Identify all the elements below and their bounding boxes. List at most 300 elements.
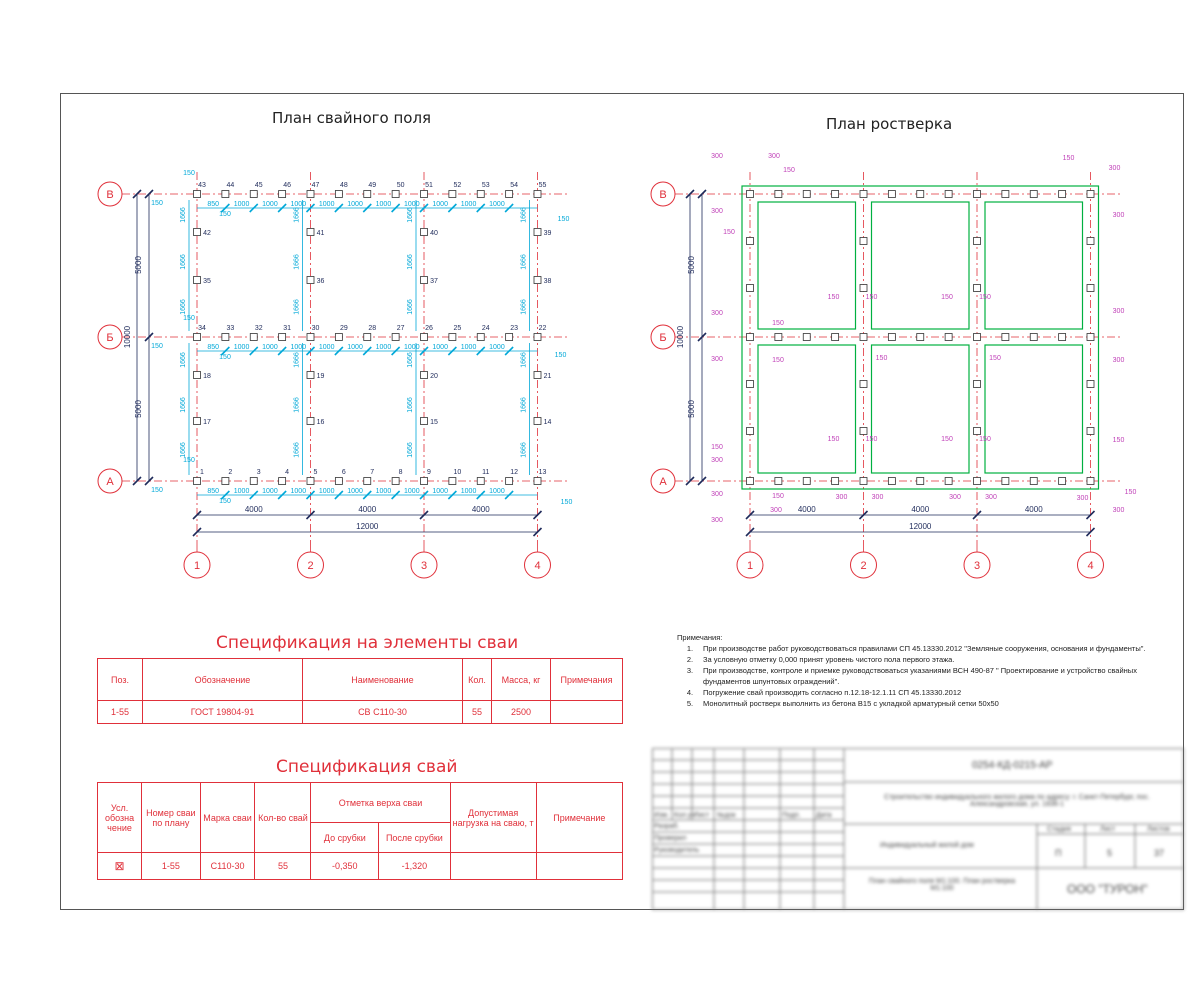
pile-icon — [860, 285, 867, 292]
dimension-label: 1666 — [180, 254, 187, 270]
dimension-label: 1000 — [347, 201, 363, 208]
dimension-label: 1000 — [375, 488, 392, 495]
grillage-offset-label: 300 — [711, 310, 723, 317]
dimension-label: 1000 — [404, 201, 420, 208]
axis-label: 1 — [746, 560, 754, 572]
pile-icon — [917, 478, 924, 485]
offset-label: 150 — [151, 487, 163, 494]
pile-number: 17 — [203, 419, 211, 426]
dimension-label: 1000 — [233, 201, 250, 208]
dimension-label: 850 — [207, 488, 220, 495]
pile-number: 4 — [285, 469, 290, 476]
pile-icon — [250, 334, 257, 341]
spec2-cell: 1-55 — [142, 853, 201, 880]
spec2-cell: 55 — [255, 853, 311, 880]
axis-label: Б — [659, 332, 667, 344]
pile-icon — [421, 229, 428, 236]
pile-icon — [279, 478, 286, 485]
dimension-label: 1000 — [460, 201, 477, 208]
pile-icon — [974, 285, 981, 292]
pile-icon — [945, 334, 952, 341]
note-item: 1. При производстве работ руководствоваться правилами СП 45.13330.2012 "Земляные сооружения, основания и фундаменты". — [686, 644, 1146, 653]
pile-number: 52 — [453, 182, 462, 189]
pile-number: 11 — [482, 469, 490, 476]
spec1-cell — [551, 701, 623, 724]
spec2-header: Марка сваи — [200, 783, 255, 853]
pile-icon — [421, 372, 428, 379]
pile-icon — [832, 334, 839, 341]
pile-icon — [222, 478, 229, 485]
spec2-cell: -0,350 — [311, 853, 379, 880]
grillage-offset-label: 300 — [768, 153, 780, 160]
pile-icon — [1059, 334, 1066, 341]
pile-icon — [1087, 381, 1094, 388]
pile-icon — [449, 334, 456, 341]
spec1-header: Наименование — [303, 659, 463, 701]
pile-number: 22 — [538, 325, 547, 332]
spec2-title: Спецификация свай — [276, 757, 458, 777]
pile-icon — [747, 428, 754, 435]
pile-icon — [477, 191, 484, 198]
dimension-label: 1666 — [293, 397, 301, 413]
spec2-header: Допустимая нагрузка на сваю, т — [450, 783, 536, 853]
pile-icon — [534, 418, 541, 425]
dimension-label: 1666 — [180, 352, 187, 368]
pile-number: 40 — [430, 230, 438, 237]
pile-icon — [421, 277, 428, 284]
dimension-label: 4000 — [1024, 505, 1043, 514]
pile-icon — [945, 191, 952, 198]
dimension-label: 1666 — [180, 397, 187, 413]
pile-icon — [194, 334, 201, 341]
axis-label: 4 — [1087, 560, 1094, 572]
pile-number: 31 — [283, 325, 292, 332]
dimension-label: 4000 — [358, 505, 377, 514]
pile-icon — [279, 191, 286, 198]
pile-icon — [506, 191, 513, 198]
pile-number: 21 — [543, 373, 552, 380]
offset-label: 150 — [219, 354, 231, 361]
pile-number: 8 — [398, 469, 403, 476]
stamp-sheet-name: План свайного поля М1:100. План ростверка М1:100 — [868, 878, 1016, 892]
pile-icon — [775, 478, 782, 485]
pile-icon — [1002, 478, 1009, 485]
offset-label: 150 — [554, 352, 567, 359]
dimension-label: 4000 — [797, 505, 816, 514]
grillage-offset-label: 150 — [941, 436, 953, 443]
note-item: 5. Монолитный ростверк выполнить из бетона В15 с укладкой арматурный сетки 50х50 — [686, 699, 999, 708]
dimension-label: 10000 — [123, 325, 132, 349]
pile-number: 18 — [203, 373, 211, 380]
grillage-offset-label: 300 — [1112, 507, 1125, 514]
pile-symbol-icon: ⊠ — [98, 853, 142, 880]
pile-icon — [860, 428, 867, 435]
pile-number: 20 — [430, 373, 438, 380]
pile-icon — [477, 478, 484, 485]
pile-icon — [449, 191, 456, 198]
pile-icon — [1087, 428, 1094, 435]
pile-icon — [194, 372, 201, 379]
pile-number: 26 — [425, 325, 433, 332]
pile-icon — [974, 238, 981, 245]
offset-label: 150 — [183, 170, 195, 177]
pile-number: 5 — [313, 469, 318, 476]
pile-icon — [307, 372, 314, 379]
grillage-plan-title: План ростверка — [826, 115, 953, 133]
pile-icon — [747, 191, 754, 198]
dimension-label: 1666 — [407, 352, 414, 368]
pile-icon — [832, 191, 839, 198]
notes-title: Примечания: — [677, 633, 723, 642]
grillage-offset-label: 150 — [827, 294, 840, 301]
pile-icon — [888, 334, 895, 341]
pile-number: 35 — [203, 278, 211, 285]
spec1-cell: 55 — [463, 701, 492, 724]
pile-number: 7 — [370, 469, 375, 476]
pile-icon — [747, 334, 754, 341]
axis-label: 2 — [860, 560, 867, 572]
pile-number: 38 — [543, 278, 552, 285]
axis-label: В — [659, 189, 667, 201]
grillage-plan — [600, 150, 1200, 620]
stamp-project: Строительство индивидуального жилого дома по адресу: г. Санкт-Петербург, пос. Александровская, ул. 1836-1 — [884, 794, 1150, 808]
dimension-label: 1666 — [520, 442, 528, 458]
grillage-offset-label: 300 — [711, 208, 723, 215]
spec2-cell: С110-30 — [200, 853, 255, 880]
pile-icon — [307, 418, 314, 425]
dimension-label: 1000 — [489, 344, 505, 351]
note-item: 2. За условную отметку 0,000 принят уровень чистого пола первого этажа. — [686, 655, 955, 664]
dimension-label: 1666 — [520, 397, 528, 413]
dimension-label: 1000 — [375, 201, 392, 208]
pile-icon — [1087, 191, 1094, 198]
grillage-offset-label: 150 — [772, 493, 784, 500]
pile-number: 28 — [368, 325, 377, 332]
grillage-offset-label: 150 — [1062, 155, 1075, 162]
pile-number: 55 — [538, 182, 547, 189]
dimension-label: 1000 — [347, 344, 363, 351]
pile-icon — [250, 478, 257, 485]
pile-icon — [534, 191, 541, 198]
pile-icon — [1030, 191, 1037, 198]
grillage-offset-label: 150 — [711, 444, 723, 451]
spec1-header: Масса, кг — [492, 659, 551, 701]
dimension-label: 1000 — [290, 201, 307, 208]
stamp-company: ООО "ТУРОН" — [1067, 882, 1148, 896]
grillage-offset-label: 300 — [1112, 308, 1125, 315]
pile-icon — [335, 334, 342, 341]
dimension-label: 1666 — [407, 207, 414, 223]
dimension-label: 1666 — [407, 299, 414, 315]
pile-icon — [747, 285, 754, 292]
pile-icon — [307, 277, 314, 284]
axis-label: 3 — [973, 560, 981, 572]
grillage-offset-label: 150 — [723, 229, 735, 236]
pile-number: 15 — [430, 419, 438, 426]
pile-icon — [194, 418, 201, 425]
offset-label: 150 — [183, 457, 195, 464]
pile-icon — [335, 191, 342, 198]
pile-icon — [860, 334, 867, 341]
spec1-cell: 2500 — [492, 701, 551, 724]
dimension-label: 1000 — [489, 201, 505, 208]
dimension-label: 4000 — [471, 505, 490, 514]
pile-icon — [421, 478, 428, 485]
dimension-label: 1000 — [432, 344, 448, 351]
notes-block — [677, 632, 1167, 709]
grillage-panel — [985, 202, 1083, 329]
spec1-table — [97, 658, 623, 724]
dimension-label: 5000 — [687, 256, 696, 274]
pile-number: 23 — [510, 325, 519, 332]
spec2-header: Номер сваи по плану — [142, 783, 201, 853]
offset-label: 150 — [183, 315, 195, 322]
pile-icon — [888, 478, 895, 485]
pile-icon — [775, 334, 782, 341]
pile-number: 25 — [453, 325, 462, 332]
pile-icon — [1002, 191, 1009, 198]
pile-icon — [860, 381, 867, 388]
pile-number: 36 — [316, 278, 325, 285]
pile-number: 33 — [226, 325, 235, 332]
grillage-offset-label: 150 — [865, 436, 878, 443]
dimension-label: 1666 — [180, 207, 187, 223]
pile-icon — [534, 277, 541, 284]
pile-icon — [803, 191, 810, 198]
pile-icon — [364, 334, 371, 341]
dimension-label: 1666 — [293, 207, 301, 223]
grillage-offset-label: 150 — [827, 436, 840, 443]
pile-icon — [803, 478, 810, 485]
dimension-label: 1000 — [318, 201, 335, 208]
pile-number: 3 — [256, 469, 261, 476]
pile-number: 43 — [198, 182, 206, 189]
pile-number: 53 — [481, 182, 490, 189]
dimension-label: 1000 — [318, 488, 335, 495]
spec1-cell: 1-55 — [98, 701, 143, 724]
dimension-label: 1666 — [293, 442, 301, 458]
pile-icon — [279, 334, 286, 341]
dimension-label: 1000 — [347, 488, 363, 495]
pile-icon — [194, 191, 201, 198]
grillage-offset-label: 150 — [772, 320, 784, 327]
dimension-label: 1000 — [290, 344, 307, 351]
pile-number: 9 — [427, 469, 431, 476]
pile-icon — [392, 334, 399, 341]
grillage-offset-label: 150 — [772, 357, 784, 364]
dimension-label: 1666 — [520, 254, 528, 270]
pile-number: 12 — [510, 469, 519, 476]
pile-icon — [860, 191, 867, 198]
pile-number: 32 — [254, 325, 263, 332]
dimension-label: 1000 — [375, 344, 392, 351]
grillage-panel — [758, 345, 856, 473]
grillage-offset-label: 300 — [711, 491, 723, 498]
pile-icon — [392, 191, 399, 198]
spec2-header: Усл. обозна чение — [98, 783, 142, 853]
grillage-panel — [872, 345, 970, 473]
pile-icon — [506, 478, 513, 485]
dimension-label: 1000 — [262, 488, 278, 495]
pile-icon — [222, 334, 229, 341]
axis-label: А — [659, 476, 667, 488]
pile-number: 34 — [198, 325, 206, 332]
dimension-label: 10000 — [676, 325, 685, 349]
dimension-label: 1666 — [180, 442, 187, 458]
dimension-label: 5000 — [687, 400, 696, 418]
pile-number: 54 — [510, 182, 519, 189]
pile-icon — [1087, 238, 1094, 245]
grillage-offset-label: 300 — [1112, 357, 1125, 364]
grillage-offset-label: 300 — [711, 153, 723, 160]
dimension-label: 1666 — [520, 207, 528, 223]
pile-number: 27 — [396, 325, 405, 332]
pile-icon — [1087, 334, 1094, 341]
spec2-header: Отметка верха сваи — [311, 783, 450, 823]
grillage-panel — [758, 202, 856, 329]
axis-label: 2 — [307, 560, 314, 572]
spec2-subheader: До срубки — [311, 823, 379, 853]
grillage-offset-label: 300 — [871, 494, 884, 501]
dimension-label: 1666 — [293, 254, 301, 270]
spec1-header: Обозначение — [143, 659, 303, 701]
pile-icon — [307, 478, 314, 485]
dimension-label: 1000 — [404, 488, 420, 495]
offset-label: 150 — [151, 200, 163, 207]
pile-icon — [194, 277, 201, 284]
grillage-offset-label: 150 — [1112, 437, 1125, 444]
pile-field-plan — [0, 150, 600, 620]
pile-number: 14 — [543, 419, 552, 426]
axis-label: Б — [106, 332, 114, 344]
grillage-offset-label: 300 — [1112, 212, 1125, 219]
pile-icon — [1002, 334, 1009, 341]
pile-icon — [1030, 334, 1037, 341]
pile-icon — [534, 478, 541, 485]
pile-number: 39 — [543, 230, 552, 237]
dimension-label: 1000 — [262, 201, 278, 208]
spec2-table — [97, 782, 623, 880]
dimension-label: 12000 — [356, 522, 379, 531]
pile-icon — [974, 381, 981, 388]
dimension-label: 1000 — [318, 344, 335, 351]
pile-number: 45 — [254, 182, 263, 189]
pile-number: 44 — [226, 182, 235, 189]
axis-label: В — [106, 189, 114, 201]
stamp-building: Индивидуальный жилой дом — [880, 842, 974, 849]
dimension-label: 1000 — [290, 488, 307, 495]
spec1-header: Примечания — [551, 659, 623, 701]
pile-number: 2 — [228, 469, 233, 476]
spec2-cell — [450, 853, 536, 880]
pile-number: 41 — [316, 230, 325, 237]
pile-icon — [421, 418, 428, 425]
dimension-label: 1666 — [293, 299, 301, 315]
pile-icon — [392, 478, 399, 485]
axis-label: 3 — [420, 560, 428, 572]
grillage-offset-label: 150 — [979, 436, 991, 443]
pile-number: 49 — [368, 182, 377, 189]
grillage-offset-label: 300 — [711, 517, 723, 524]
pile-icon — [775, 191, 782, 198]
pile-icon — [747, 381, 754, 388]
offset-label: 150 — [219, 498, 231, 505]
pile-number: 6 — [341, 469, 346, 476]
dimension-label: 1000 — [432, 488, 448, 495]
pile-number: 1 — [200, 469, 204, 476]
note-item: 3. При производстве, контроле и приемке руководствоваться указаниями ВСН 490-87 " Проектирование и устройство свайных фундаментов шпунтовых ограждений". — [686, 666, 1137, 686]
pile-icon — [1030, 478, 1037, 485]
pile-icon — [860, 238, 867, 245]
pile-icon — [974, 334, 981, 341]
pile-icon — [747, 478, 754, 485]
pile-icon — [307, 191, 314, 198]
pile-number: 50 — [396, 182, 405, 189]
pile-number: 30 — [311, 325, 320, 332]
pile-number: 19 — [316, 373, 325, 380]
stamp-code: 0254-КД-0215-АР — [972, 760, 1053, 771]
spec2-header: Примечание — [536, 783, 622, 853]
pile-icon — [974, 191, 981, 198]
pile-icon — [1059, 191, 1066, 198]
grillage-offset-label: 300 — [985, 494, 997, 501]
dimension-label: 1000 — [489, 488, 505, 495]
dimension-label: 1000 — [460, 344, 477, 351]
dimension-label: 1666 — [293, 352, 301, 368]
pile-icon — [335, 478, 342, 485]
pile-number: 47 — [311, 182, 320, 189]
note-item: 4. Погружение свай производить согласно п.12.18-12.1.11 СП 45.13330.2012 — [686, 688, 962, 697]
grillage-offset-label: 300 — [949, 494, 961, 501]
pile-icon — [250, 191, 257, 198]
dimension-label: 1666 — [520, 299, 528, 315]
offset-label: 150 — [557, 216, 570, 223]
grillage-offset-label: 150 — [1124, 489, 1137, 496]
spec1-cell: СВ С110-30 — [303, 701, 463, 724]
dimension-label: 1666 — [407, 397, 414, 413]
pile-number: 10 — [453, 469, 462, 476]
grillage-offset-label: 150 — [979, 294, 991, 301]
dimension-label: 1000 — [432, 201, 448, 208]
dimension-label: 1666 — [520, 352, 528, 368]
grillage-offset-label: 150 — [989, 355, 1001, 362]
grillage-offset-label: 300 — [835, 494, 848, 501]
dimension-label: 850 — [207, 201, 220, 208]
dimension-label: 1000 — [262, 344, 278, 351]
pile-number: 46 — [283, 182, 292, 189]
grillage-offset-label: 300 — [1076, 495, 1089, 502]
axis-label: А — [106, 476, 114, 488]
grillage-offset-label: 300 — [1108, 165, 1121, 172]
pile-icon — [888, 191, 895, 198]
spec2-cell: -1,320 — [379, 853, 450, 880]
pile-icon — [222, 191, 229, 198]
pile-icon — [194, 229, 201, 236]
pile-icon — [421, 334, 428, 341]
pile-icon — [506, 334, 513, 341]
pile-number: 16 — [316, 419, 325, 426]
axis-label: 1 — [193, 560, 201, 572]
offset-label: 150 — [151, 343, 163, 350]
pile-icon — [477, 334, 484, 341]
dimension-label: 1000 — [460, 488, 477, 495]
title-block-stamp: Изм. Кол.уч Лист №док Подп. Дата Разраб. Проверил Руководитель 0254-КД-0215-АР Строительство индивидуального жилого дома по адресу: г. Санкт-Петербург, пос. Александровская, ул. 1836-1 Индивидуальный жилой дом Стадия Лист Листов П 5 37 План свайного поля М1:100. План ростверка М1:100 ООО "ТУРОН" — [652, 748, 1184, 910]
dimension-label: 1666 — [407, 442, 414, 458]
spec1-title: Спецификация на элементы сваи — [216, 633, 519, 653]
grillage-offset-label: 300 — [770, 507, 782, 514]
pile-icon — [534, 334, 541, 341]
pile-icon — [803, 334, 810, 341]
